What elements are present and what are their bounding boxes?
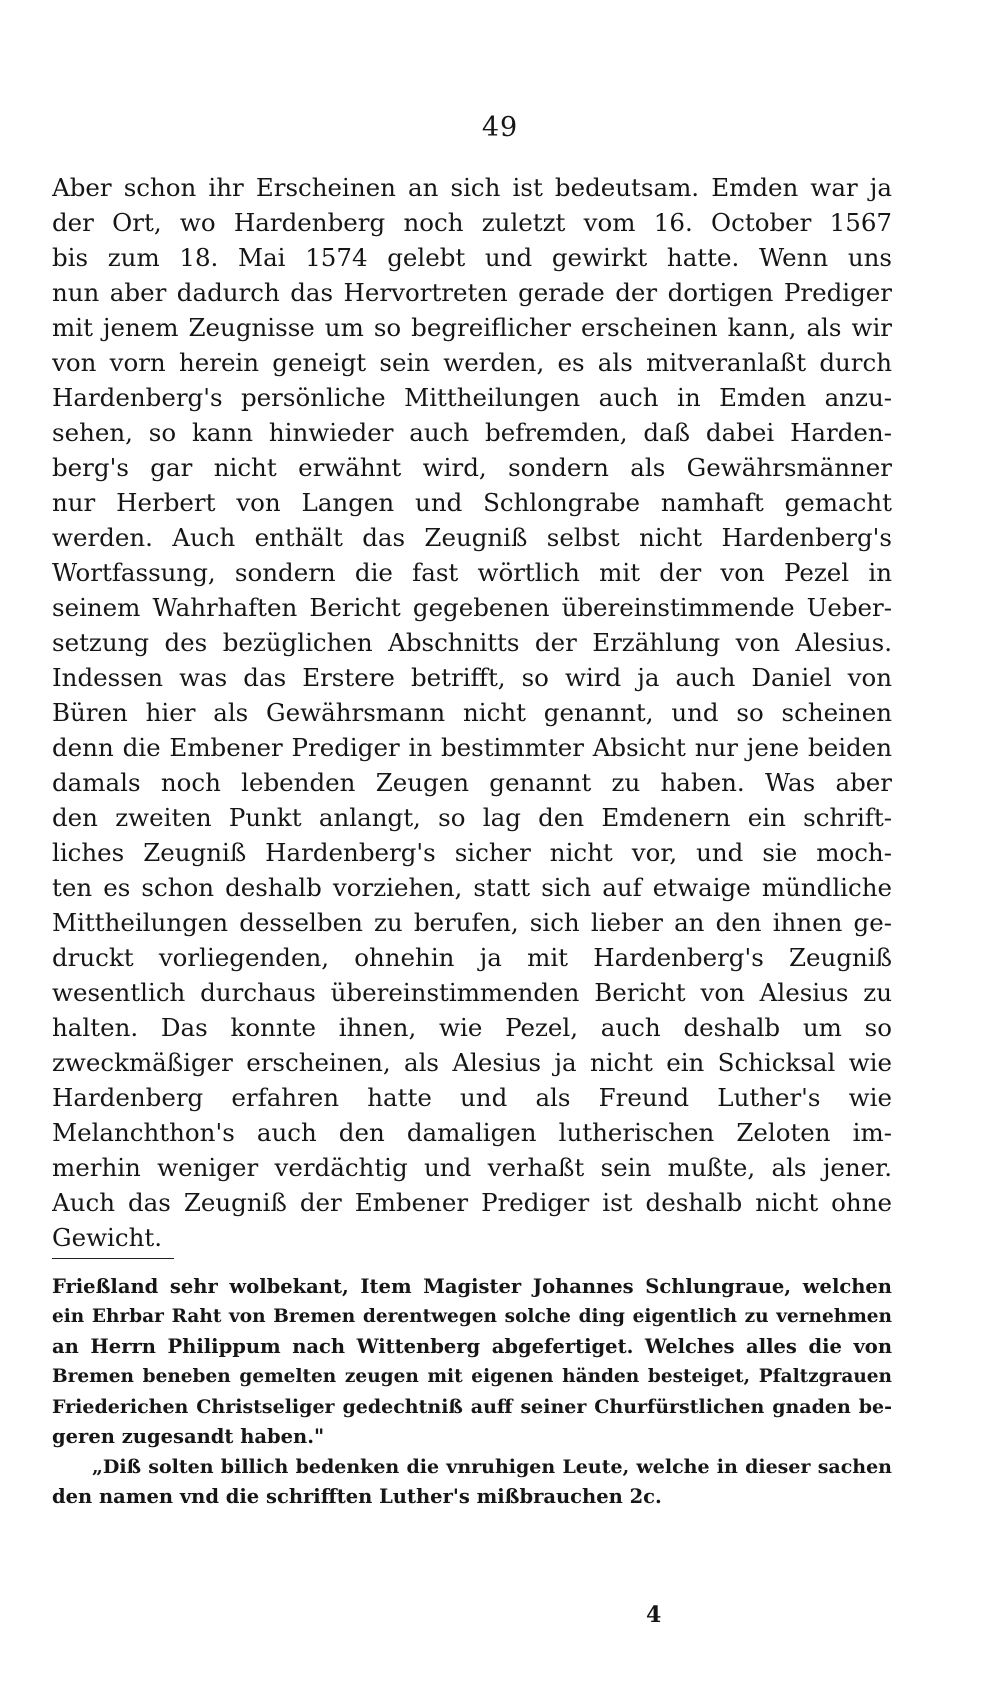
body-line: denn die Embener Prediger in bestimmter Absicht nur jene beiden	[52, 733, 892, 762]
body-line: merhin weniger verdächtig und verhaßt sein mußte, als jener.	[52, 1153, 892, 1182]
body-line: Gewicht.	[52, 1223, 163, 1252]
body-line: den zweiten Punkt anlangt, so lag den Emdenern ein schrift-	[52, 803, 892, 832]
body-line: liches Zeugniß Hardenberg's sicher nicht vor, und sie moch-	[52, 838, 892, 867]
footnote	[52, 1272, 892, 1512]
footnote-line: geren zugesandt haben."	[52, 1425, 325, 1448]
body-line: Aber schon ihr Erscheinen an sich ist bedeutsam. Emden war ja	[52, 173, 892, 202]
body-line: von vorn herein geneigt sein werden, es als mitveranlaßt durch	[52, 348, 892, 377]
body-line: ten es schon deshalb vorziehen, statt sich auf etwaige mündliche	[52, 873, 892, 902]
page-number: 49	[481, 112, 519, 143]
body-line: druckt vorliegenden, ohnehin ja mit Hardenberg's Zeugniß	[52, 943, 892, 972]
body-line: bis zum 18. Mai 1574 gelebt und gewirkt hatte. Wenn uns	[52, 243, 892, 272]
footnote-line: ein Ehrbar Raht von Bremen derentwegen solche ding eigentlich zu vernehmen	[52, 1306, 892, 1327]
body-line: setzung des bezüglichen Abschnitts der Erzählung von Alesius.	[52, 628, 892, 657]
body-line: Auch das Zeugniß der Embener Prediger ist deshalb nicht ohne	[52, 1188, 892, 1217]
body-line: wesentlich durchaus übereinstimmenden Bericht von Alesius zu	[52, 978, 892, 1007]
body-line: halten. Das konnte ihnen, wie Pezel, auch deshalb um so	[52, 1013, 892, 1042]
body-line: der Ort, wo Hardenberg noch zuletzt vom 16. October 1567	[52, 208, 892, 237]
footnote-line: „Diß solten billich bedenken die vnruhigen Leute, welche in dieser sachen	[92, 1456, 892, 1478]
body-line: Indessen was das Erstere betrifft, so wird ja auch Daniel von	[52, 663, 892, 692]
body-line: Hardenberg erfahren hatte und als Freund Luther's wie	[52, 1083, 892, 1112]
body-line: nun aber dadurch das Hervortreten gerade der dortigen Prediger	[52, 278, 892, 307]
body-text	[52, 170, 892, 1255]
footnote-divider	[52, 1258, 174, 1259]
footnote-line: Frießland sehr wolbekant, Item Magister Johannes Schlungraue, welchen	[52, 1275, 892, 1298]
body-line: Melanchthon's auch den damaligen lutherischen Zeloten im-	[52, 1118, 892, 1147]
body-line: Wortfassung, sondern die fast wörtlich mit der von Pezel in	[52, 558, 892, 587]
footnote-line: an Herrn Philippum nach Wittenberg abgefertiget. Welches alles die von	[52, 1335, 892, 1358]
footnote-line: Bremen beneben gemelten zeugen mit eigenen händen besteiget, Pfaltzgrauen	[52, 1366, 892, 1387]
footnote-line: Friederichen Christseliger gedechtniß auff seiner Churfürstlichen gnaden be-	[52, 1396, 892, 1418]
body-line: nur Herbert von Langen und Schlongrabe namhaft gemacht	[52, 488, 892, 517]
body-line: mit jenem Zeugnisse um so begreiflicher erscheinen kann, als wir	[52, 313, 892, 342]
body-line: Hardenberg's persönliche Mittheilungen auch in Emden anzu-	[52, 383, 892, 412]
body-line: damals noch lebenden Zeugen genannt zu haben. Was aber	[52, 768, 892, 797]
body-line: Mittheilungen desselben zu berufen, sich lieber an den ihnen ge-	[52, 908, 892, 937]
body-line: werden. Auch enthält das Zeugniß selbst nicht Hardenberg's	[52, 523, 892, 552]
body-line: sehen, so kann hinwieder auch befremden, daß dabei Harden-	[52, 418, 892, 447]
body-line: zweckmäßiger erscheinen, als Alesius ja nicht ein Schicksal wie	[52, 1048, 892, 1077]
body-line: berg's gar nicht erwähnt wird, sondern als Gewährsmänner	[52, 453, 892, 482]
body-line: seinem Wahrhaften Bericht gegebenen übereinstimmende Ueber-	[52, 593, 892, 622]
body-line: Büren hier als Gewährsmann nicht genannt, und so scheinen	[52, 698, 892, 727]
signature-mark: 4	[646, 1602, 662, 1628]
footnote-line: den namen vnd die schrifften Luther's mißbrauchen 2c.	[52, 1485, 662, 1508]
